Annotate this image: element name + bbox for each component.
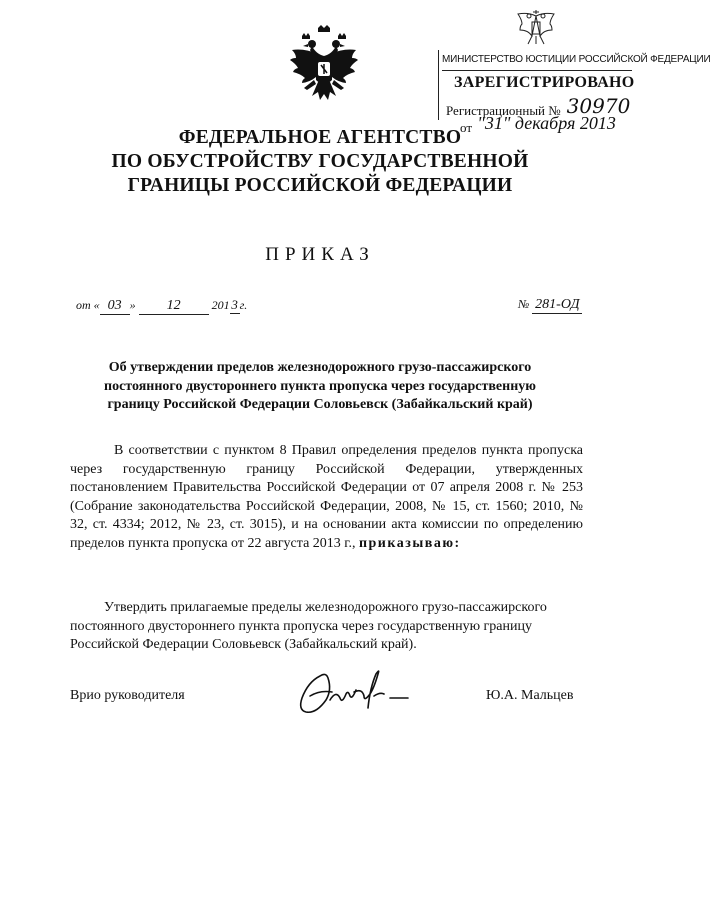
agency-name-line-2: ПО ОБУСТРОЙСТВУ ГОСУДАРСТВЕННОЙ bbox=[111, 151, 529, 172]
stamp-border bbox=[438, 50, 439, 120]
agency-name-line-1: ФЕДЕРАЛЬНОЕ АГЕНТСТВО bbox=[178, 127, 462, 148]
order-year-suffix: г. bbox=[239, 298, 248, 312]
order-year-digit: 3 bbox=[231, 297, 238, 312]
order-title-line-2: постоянного двустороннего пункта пропуска через государственную bbox=[104, 378, 536, 394]
order-year-prefix: 201 bbox=[211, 298, 230, 312]
registration-number-label: Регистрационный № bbox=[446, 103, 561, 118]
preamble-paragraph bbox=[70, 442, 583, 553]
signatory-position: Врио руководителя bbox=[70, 688, 185, 703]
order-date: от « 03 » 12 201 3 г. bbox=[76, 297, 248, 313]
order-day: 03 bbox=[100, 298, 130, 315]
order-title-line-3: границу Российской Федерации Соловьевск (Забайкальский край) bbox=[107, 397, 533, 412]
handwritten-signature bbox=[290, 662, 420, 722]
coat-of-arms-emblem bbox=[288, 24, 360, 110]
document-type: ПРИКАЗ bbox=[265, 244, 375, 265]
registration-date-label: от bbox=[460, 120, 473, 135]
agency-name bbox=[80, 126, 560, 198]
registration-stamp bbox=[438, 10, 710, 135]
agency-name-line-3: ГРАНИЦЫ РОССИЙСКОЙ ФЕДЕРАЦИИ bbox=[127, 175, 513, 196]
order-number-value: 281-ОД bbox=[532, 297, 582, 314]
order-number bbox=[518, 297, 582, 314]
stamp-divider bbox=[442, 70, 632, 71]
ministry-name: МИНИСТЕРСТВО ЮСТИЦИИ РОССИЙСКОЙ ФЕДЕРАЦИИ bbox=[442, 54, 710, 65]
registered-label: ЗАРЕГИСТРИРОВАНО bbox=[454, 74, 635, 91]
order-month: 12 bbox=[139, 298, 209, 315]
signatory-name: Ю.А. Мальцев bbox=[486, 688, 574, 703]
small-emblem-icon bbox=[514, 10, 558, 46]
operative-paragraph: Утвердить прилагаемые пределы железнодорожного грузо-пассажирского постоянного двустороннего пункта пропуска через государственную границу Российской Федерации Соловьевск (Забайкальский край). bbox=[70, 600, 547, 652]
registration-number: 30970 bbox=[566, 94, 631, 118]
order-verb: приказываю: bbox=[358, 535, 461, 551]
order-number-label: № bbox=[518, 297, 530, 311]
order-date-label: от bbox=[76, 298, 91, 312]
order-title-line-1: Об утверждении пределов железнодорожного грузо-пассажирского bbox=[108, 360, 532, 375]
order-title bbox=[84, 359, 556, 415]
registration-date: "31" декабря 2013 bbox=[477, 113, 616, 133]
preamble-text: В соответствии с пунктом 8 Правил определения пределов пункта пропуска через государственную границу Российской Федерации, утвержденных постановлением Правительства Российской Федерации от 07 апреля 2008 г. № 253 (Собрание законодательства Российской Федерации, 2008, № 15, ст. 1560; 2010, № 32, ст. 4334; 2012, № 23, ст. 3015), и на основании акта комиссии по определению пределов пункта пропуска от 22 августа 2013 г., bbox=[70, 443, 583, 551]
